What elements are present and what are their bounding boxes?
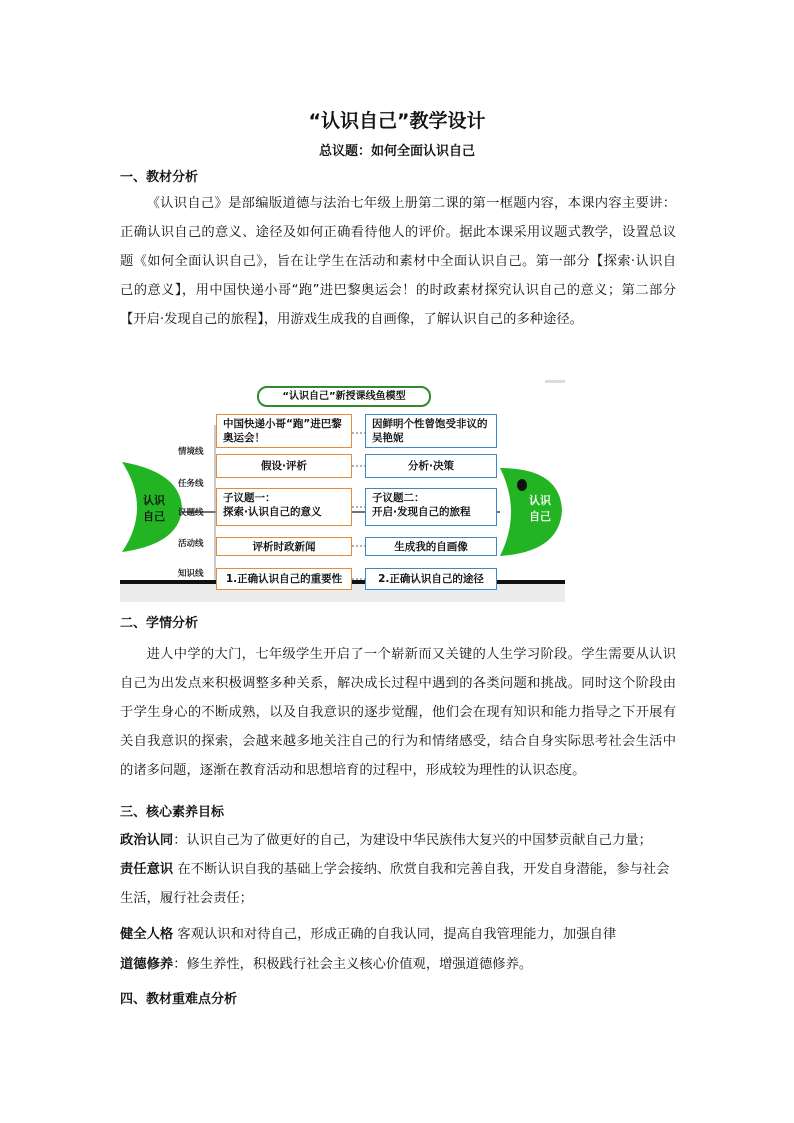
left-task-box: 假设·评析 [216,454,352,478]
line-label-knowledge: 知识线 [178,569,204,579]
goal-text: 认识自己为了做更好的自己，为建设中华民族伟大复兴的中国梦贡献自己力量； [186,833,652,848]
goal-morality [120,950,680,979]
goal-text: 客观认识和对待自己，形成正确的自我认同，提高自我管理能力，加强自律 [177,927,617,942]
fish-eye [517,479,527,491]
section-text-students [120,640,676,785]
students-paragraph: 进人中学的大门，七年级学生开启了一个崭新而又关键的人生学习阶段。学生需要从认识自己为出发点来积极调整多种关系，解决成长过程中遇到的各类问题和挑战。同时这个阶段由于学生身心的不断成熟，以及自我意识的逐步觉醒，他们会在现有知识和能力指导之下开展有关自我意识的探索，会越来越多地关注自己的行为和情绪感受，结合自身实际思考社会生活中的诸多问题，逐渐在教育活动和思想培育的过程中，形成较为理性的认识态度。 [120,647,676,778]
corner-mark [545,380,565,383]
goal-label: 健全人格 [120,927,174,942]
right-topic-box: 子议题二： 开启·发现自己的旅程 [365,488,497,526]
right-activity-box: 生成我的自画像 [365,537,497,556]
line-label-topic: 议题线 [178,508,204,518]
goal-separator: ： [173,957,187,972]
right-task-box: 分析·决策 [365,454,497,478]
left-topic-box: 子议题一： 探索·认识自己的意义 [216,488,352,526]
left-knowledge-box: 1.正确认识自己的重要性 [216,568,352,590]
goal-separator: ： [173,833,187,848]
goal-text: 在不断认识自我的基础上学会接纳、欣赏自我和完善自我，开发自身潜能，参与社会生活，履行社会责任； [120,862,670,906]
page-title: “认识自己”教学设计 [308,110,486,132]
line-label-activity: 活动线 [178,539,204,549]
diagram-title: “认识自己”新授课线鱼模型 [257,386,431,407]
line-label-task: 任务线 [178,479,204,489]
goal-political [120,826,680,855]
section-text-materials [120,189,676,334]
goal-responsibility [120,855,676,913]
section-heading-goals: 三、核心素养目标 [120,805,225,820]
section-heading-materials: 一、教材分析 [120,170,199,185]
left-activity-box: 评析时政新闻 [216,537,352,556]
right-scenario-box: 因鲜明个性曾饱受非议的吴艳妮 [365,414,497,448]
page-subtitle: 总议题：如何全面认识自己 [318,144,475,159]
materials-paragraph: 《认识自己》是部编版道德与法治七年级上册第二课的第一框题内容，本课内容主要讲：正确认识自己的意义、途径及如何正确看待他人的评价。据此本课采用议题式教学，设置总议题《如何全面认识自己》，旨在让学生在活动和素材中全面认识自己。第一部分【探索·认识自己的意义】，用中国快递小哥“跑”进巴黎奥运会！的时政素材探究认识自己的意义；第二部分【开启·发现自己的旅程】，用游戏生成我的自画像，了解认识自己的多种途径。 [120,196,676,327]
goal-label: 责任意识 [120,862,174,877]
section-heading-difficulties: 四、教材重难点分析 [120,992,238,1007]
line-label-scenario: 情境线 [178,447,204,457]
head-label: 认识 自己 [529,494,551,523]
right-knowledge-box: 2.正确认识自己的途径 [365,568,497,590]
goal-text: 修生养性，积极践行社会主义核心价值观，增强道德修养。 [186,957,533,972]
tail-label: 认识 自己 [143,494,165,523]
goal-label: 道德修养 [120,957,174,972]
fishbone-diagram [120,380,565,602]
goal-label: 政治认同 [120,833,174,848]
goal-personality [120,920,680,949]
section-heading-students: 二、学情分析 [120,616,199,631]
left-scenario-box: 中国快递小哥“跑”进巴黎奥运会！ [216,414,352,448]
